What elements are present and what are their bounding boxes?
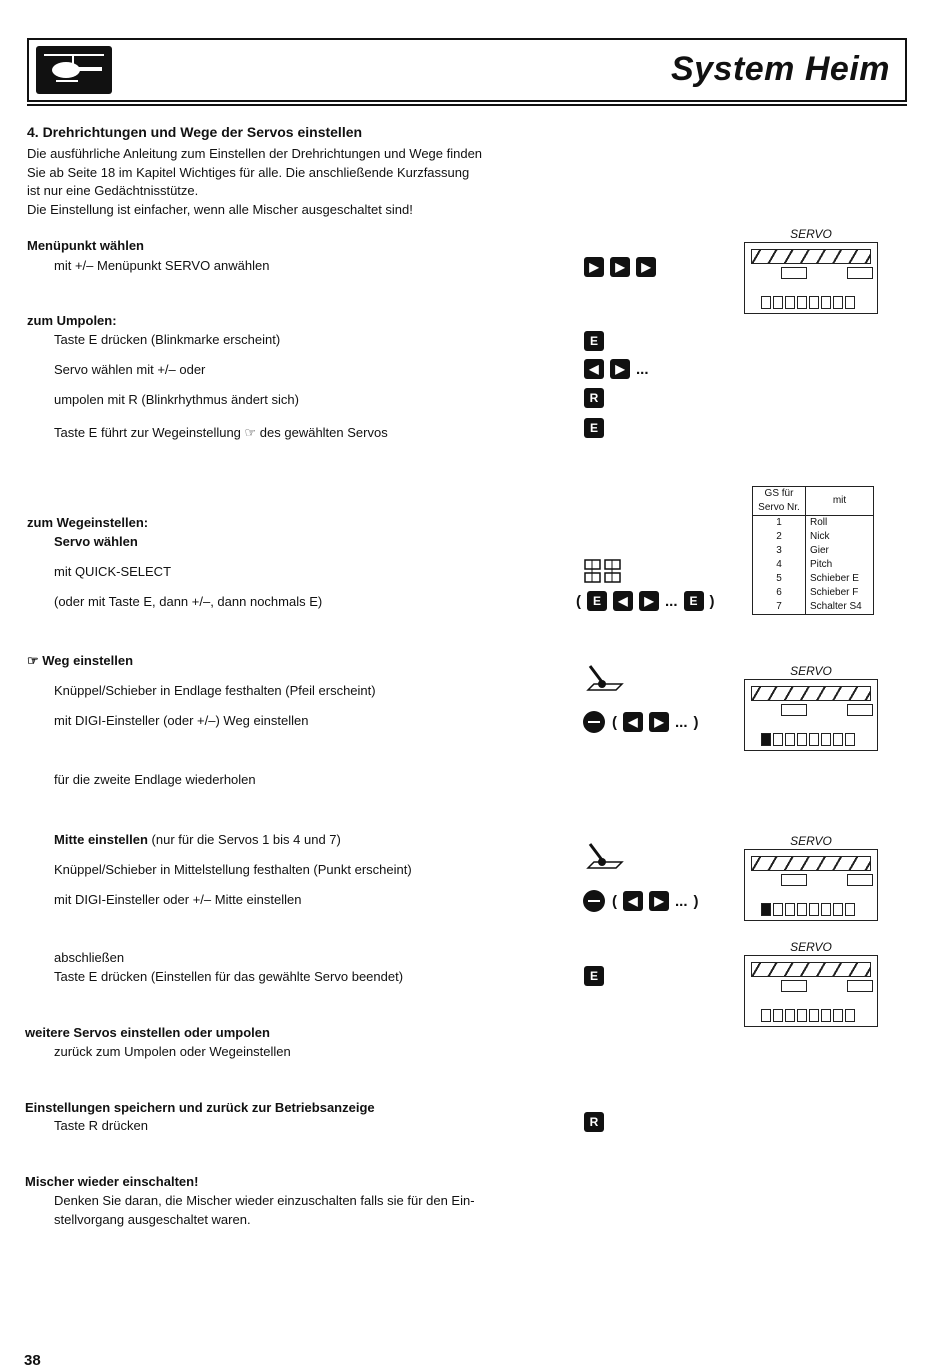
- reverse-step-4: Taste E führt zur Wegeinstellung ☞ des gewählten Servos: [54, 425, 388, 440]
- header-rule: [27, 104, 907, 106]
- table-row: 4 Pitch: [753, 558, 873, 572]
- intro-line-4: Die Einstellung ist einfacher, wenn alle Mischer ausgeschaltet sind!: [27, 202, 413, 217]
- intro-line-2: Sie ab Seite 18 im Kapitel Wichtiges für alle. Die anschließende Kurzfassung: [27, 165, 470, 180]
- table-row: 3 Gier: [753, 544, 873, 558]
- e-key-icon: E: [584, 418, 604, 438]
- reverse-step-2: Servo wählen mit +/– oder: [54, 362, 206, 377]
- save-step-1: Taste R drücken: [54, 1118, 148, 1133]
- r-key-icon: R: [584, 1112, 604, 1132]
- way-step-3: für die zweite Endlage wiederholen: [54, 772, 256, 787]
- servo-table-col-1: GS für Servo Nr.: [753, 487, 806, 516]
- digi-knob-icon: [582, 889, 606, 913]
- reverse-heading: zum Umpolen:: [27, 313, 117, 328]
- e-key-icon: E: [584, 331, 604, 351]
- way-step-2: mit DIGI-Einsteller (oder +/–) Weg einstellen: [54, 713, 309, 728]
- save-heading: Einstellungen speichern und zurück zur Betriebsanzeige: [25, 1100, 375, 1115]
- quick-select-icon: [584, 559, 622, 588]
- stick-icon: [582, 662, 624, 703]
- left-key-icon: ◀: [584, 359, 604, 379]
- menu-keys: [584, 257, 656, 277]
- mixer-step-1: Denken Sie daran, die Mischer wieder einzuschalten falls sie für den Ein-: [54, 1193, 475, 1208]
- page-number: 38: [24, 1352, 41, 1369]
- lcd-label: SERVO: [790, 834, 832, 848]
- lcd-label: SERVO: [790, 940, 832, 954]
- left-key-icon: ◀: [613, 591, 633, 611]
- way-step-1: Knüppel/Schieber in Endlage festhalten (Pfeil erscheint): [54, 683, 376, 698]
- travel-step-1: mit QUICK-SELECT: [54, 564, 172, 579]
- reverse-step-3: umpolen mit R (Blinkrhythmus ändert sich): [54, 392, 299, 407]
- brand-title: System Heim: [670, 50, 890, 88]
- intro-line-3: ist nur eine Gedächtnisstütze.: [27, 183, 199, 198]
- servo-table-col-2: mit: [806, 487, 874, 516]
- left-key-icon: ◀: [623, 891, 643, 911]
- travel-alt-keys: ( E ◀ ▶ ... E ): [576, 592, 715, 610]
- mid-heading-row: [54, 830, 341, 849]
- mid-heading-note: (nur für die Servos 1 bis 4 und 7): [151, 832, 341, 847]
- servo-display: [744, 955, 878, 1027]
- reverse-step-1: Taste E drücken (Blinkmarke erscheint): [54, 332, 281, 347]
- e-key-icon: E: [684, 591, 704, 611]
- ellipsis: ...: [636, 360, 649, 378]
- finish-heading: abschließen: [54, 950, 125, 965]
- right-key-icon: ▶: [649, 891, 669, 911]
- menu-line: mit +/– Menüpunkt SERVO anwählen: [54, 258, 270, 273]
- lcd-label: SERVO: [790, 227, 832, 241]
- table-row: 6 Schieber F: [753, 586, 873, 600]
- left-key-icon: ◀: [623, 712, 643, 732]
- reverse-select-keys: [584, 359, 649, 379]
- stick-icon: [582, 840, 624, 881]
- e-key-icon: E: [587, 591, 607, 611]
- mixer-heading: Mischer wieder einschalten!: [25, 1174, 199, 1189]
- mid-heading: Mitte einstellen: [54, 832, 148, 847]
- helicopter-icon: [36, 46, 112, 94]
- more-heading: weitere Servos einstellen oder umpolen: [25, 1025, 270, 1040]
- e-key-icon: E: [584, 966, 604, 986]
- right-key-icon: ▶: [584, 257, 604, 277]
- mid-step-2: mit DIGI-Einsteller oder +/– Mitte einstellen: [54, 892, 302, 907]
- servo-display: [744, 242, 878, 314]
- r-key-icon: R: [584, 388, 604, 408]
- right-key-icon: ▶: [649, 712, 669, 732]
- more-step-1: zurück zum Umpolen oder Wegeinstellen: [54, 1044, 291, 1059]
- section-title: 4. Drehrichtungen und Wege der Servos einstellen: [27, 124, 363, 140]
- menu-heading: Menüpunkt wählen: [27, 238, 144, 253]
- servo-table: [752, 486, 874, 615]
- finish-step-1: Taste E drücken (Einstellen für das gewählte Servo beendet): [54, 969, 404, 984]
- table-row: 7 Schalter S4: [753, 600, 873, 614]
- servo-display: [744, 679, 878, 751]
- table-row: 1 Roll: [753, 516, 873, 531]
- right-key-icon: ▶: [610, 359, 630, 379]
- travel-heading: zum Wegeinstellen:: [27, 515, 149, 530]
- right-key-icon: ▶: [639, 591, 659, 611]
- way-adjust-keys: ( ◀ ▶ ... ): [582, 710, 699, 734]
- lcd-label: SERVO: [790, 664, 832, 678]
- intro-line-1: Die ausführliche Anleitung zum Einstellen der Drehrichtungen und Wege finden: [27, 146, 483, 161]
- table-row: 5 Schieber E: [753, 572, 873, 586]
- mid-step-1: Knüppel/Schieber in Mittelstellung festhalten (Punkt erscheint): [54, 862, 412, 877]
- right-key-icon: ▶: [610, 257, 630, 277]
- travel-sub: Servo wählen: [54, 534, 138, 549]
- mid-adjust-keys: ( ◀ ▶ ... ): [582, 889, 699, 913]
- travel-step-2: (oder mit Taste E, dann +/–, dann nochmals E): [54, 594, 323, 609]
- way-heading: ☞ Weg einstellen: [27, 653, 134, 668]
- servo-display: [744, 849, 878, 921]
- right-key-icon: ▶: [636, 257, 656, 277]
- table-row: 2 Nick: [753, 530, 873, 544]
- mixer-step-2: stellvorgang ausgeschaltet waren.: [54, 1212, 251, 1227]
- digi-knob-icon: [582, 710, 606, 734]
